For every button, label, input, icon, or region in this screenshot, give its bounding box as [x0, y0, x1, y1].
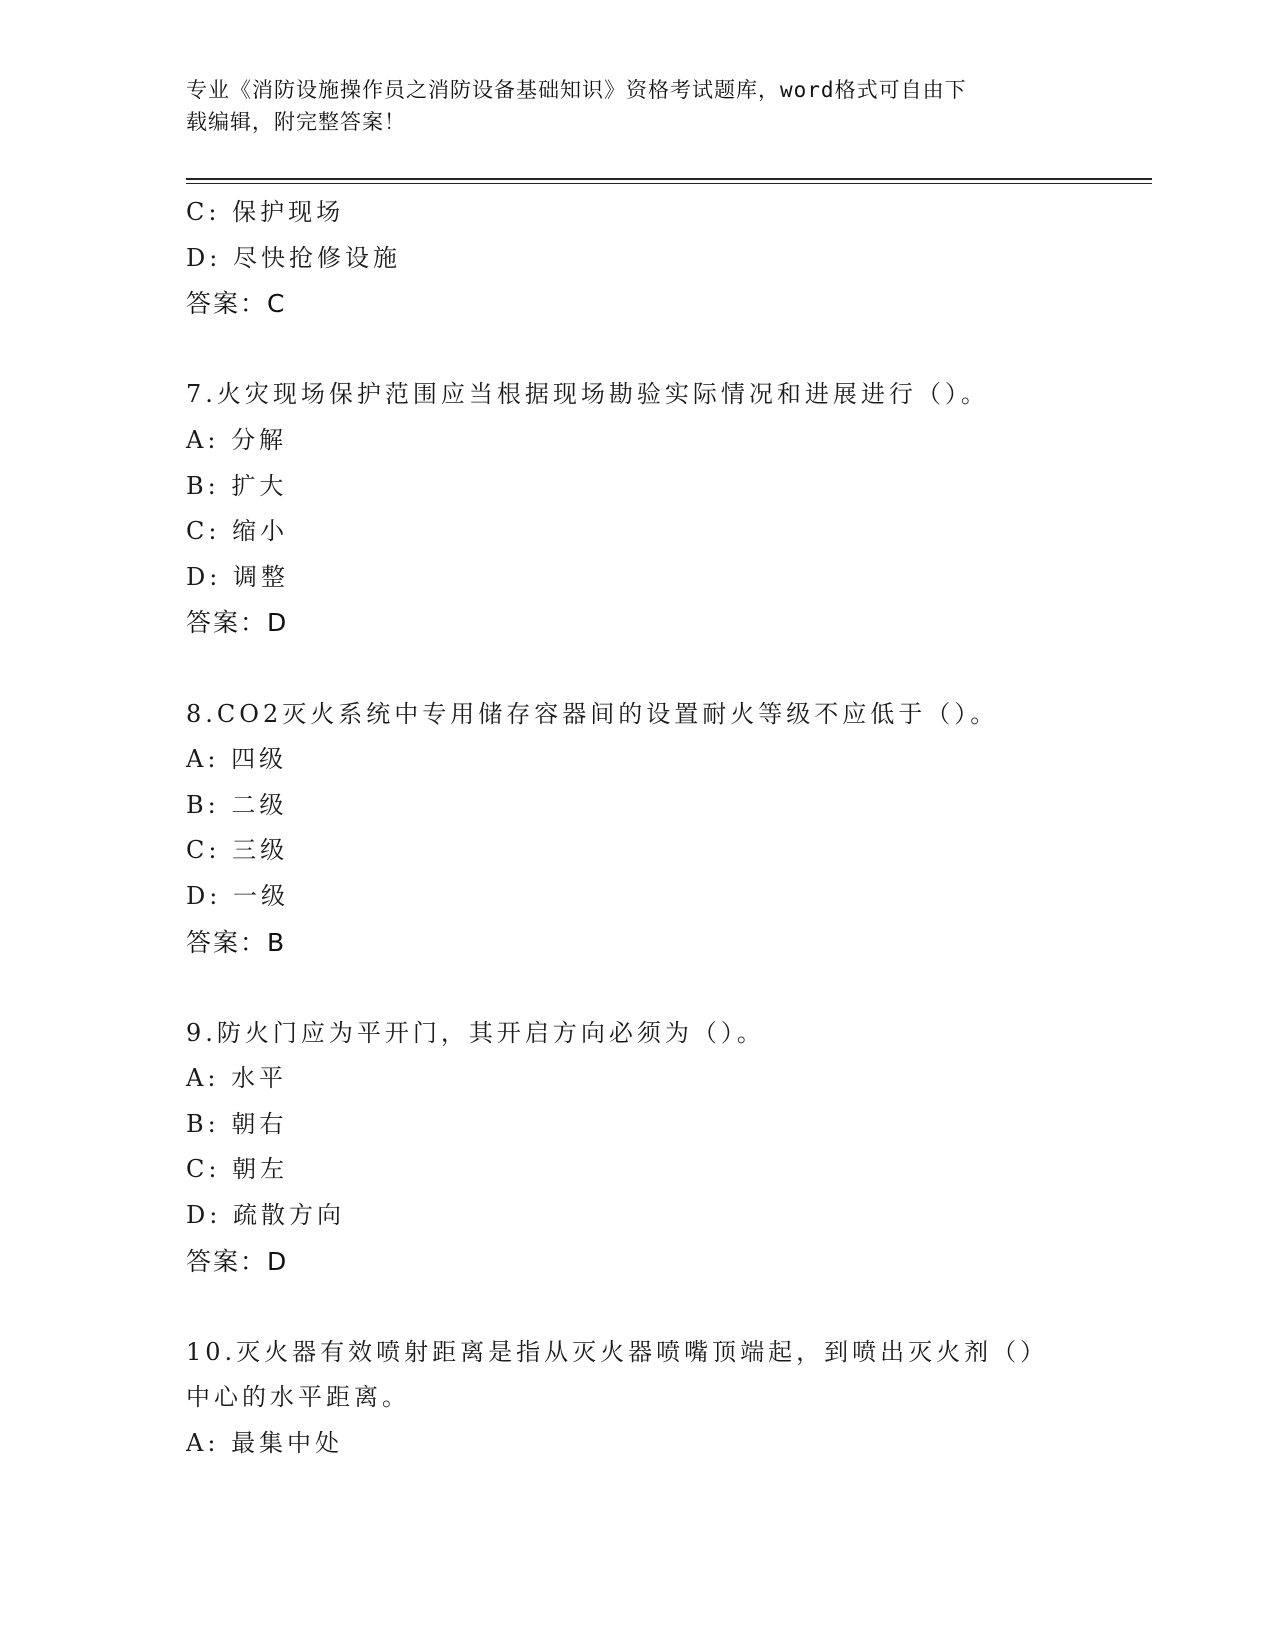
option-prefix: C: [186, 198, 221, 226]
option-prefix: D: [186, 1201, 222, 1230]
question-6-continued [186, 190, 1086, 327]
header-rule-thick [186, 178, 1152, 180]
option-b [186, 1102, 1086, 1148]
spacer [186, 327, 1086, 373]
option-text: 疏散方向 [232, 1201, 345, 1230]
option-prefix: C: [186, 836, 221, 865]
option-prefix: A: [186, 425, 220, 454]
option-prefix: B: [186, 471, 220, 500]
option-prefix: D: [186, 243, 222, 272]
option-prefix: C: [186, 1155, 221, 1184]
option-text: 尽快抢修设施 [232, 243, 401, 272]
question-9 [186, 1011, 1086, 1285]
option-text: 二级 [231, 790, 288, 819]
option-prefix: A: [186, 1429, 220, 1458]
header-rule-thin [186, 183, 1152, 184]
option-prefix: D: [186, 881, 222, 910]
question-stem: 8.CO2灭火系统中专用储存容器间的设置耐火等级不应低于（）。 [186, 699, 999, 728]
option-a [186, 1421, 1086, 1467]
option-text: 朝左 [232, 1155, 289, 1184]
option-prefix: A: [186, 1064, 220, 1093]
option-text: 分解 [231, 425, 288, 454]
question-stem: 9.防火门应为平开门，其开启方向必须为（）。 [186, 1018, 765, 1047]
option-text: 缩小 [232, 517, 289, 546]
question-8 [186, 692, 1086, 966]
option-b [186, 464, 1086, 510]
answer-line: 答案：D [186, 1246, 289, 1276]
option-d [186, 1193, 1086, 1239]
spacer [186, 1284, 1086, 1330]
option-b [186, 783, 1086, 829]
option-prefix: D: [186, 562, 222, 591]
answer-line: 答案：C [186, 289, 287, 319]
option-text: 一级 [232, 881, 289, 910]
header-line-1: 专业《消防设施操作员之消防设备基础知识》资格考试题库，word格式可自由下 [186, 78, 967, 102]
question-list [186, 190, 1086, 1467]
option-prefix: C: [186, 517, 221, 546]
question-stem-line-2: 中心的水平距离。 [186, 1383, 410, 1412]
option-c [186, 190, 1086, 236]
option-d [186, 555, 1086, 601]
document-header [186, 74, 1066, 138]
option-text: 保护现场 [232, 198, 345, 226]
option-d [186, 236, 1086, 282]
option-text: 朝右 [231, 1109, 288, 1138]
option-d [186, 874, 1086, 920]
option-a [186, 737, 1086, 783]
question-7 [186, 372, 1086, 646]
option-c [186, 1147, 1086, 1193]
answer-line: 答案：B [186, 927, 287, 957]
option-text: 最集中处 [231, 1429, 344, 1458]
option-c [186, 828, 1086, 874]
option-text: 扩大 [231, 471, 288, 500]
option-text: 水平 [231, 1064, 288, 1093]
spacer [186, 646, 1086, 692]
option-prefix: B: [186, 790, 220, 819]
option-c [186, 509, 1086, 555]
option-a [186, 1056, 1086, 1102]
question-stem: 7.火灾现场保护范围应当根据现场勘验实际情况和进展进行（）。 [186, 380, 989, 409]
answer-line: 答案：D [186, 608, 289, 638]
option-prefix: B: [186, 1109, 220, 1138]
question-10 [186, 1330, 1086, 1467]
option-text: 四级 [231, 745, 288, 774]
header-line-2: 载编辑，附完整答案！ [186, 110, 406, 134]
spacer [186, 965, 1086, 1011]
option-text: 三级 [232, 836, 289, 865]
option-text: 调整 [232, 562, 289, 591]
question-stem-line-1: 10.灭火器有效喷射距离是指从灭火器喷嘴顶端起，到喷出灭火剂（） [186, 1337, 1049, 1366]
option-prefix: A: [186, 745, 220, 774]
option-a [186, 418, 1086, 464]
